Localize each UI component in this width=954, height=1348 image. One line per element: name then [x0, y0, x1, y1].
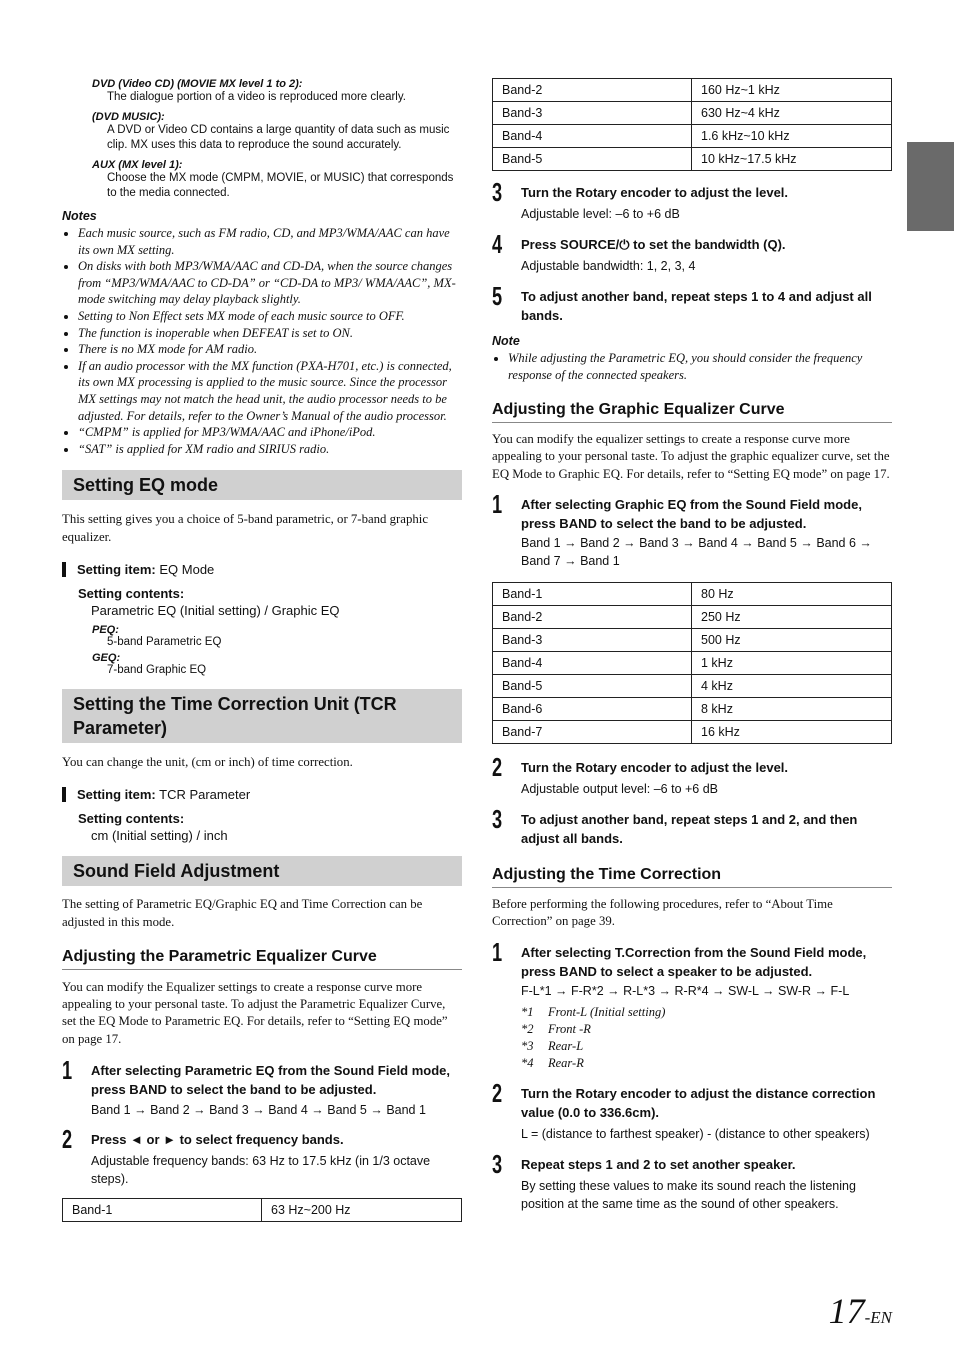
mx-item: [62, 159, 462, 201]
footnote-list: [521, 1004, 892, 1072]
step-3: [492, 1148, 892, 1213]
note-item: • The function is inoperable when DEFEAT is set to ON.: [78, 325, 462, 342]
step-heading: Turn the Rotary encoder to adjust the distance correction value (0.0 to 336.6cm).: [521, 1085, 876, 1120]
mx-item: [62, 111, 462, 153]
band-name-cell: Band-5: [493, 148, 692, 171]
step-2: [62, 1123, 462, 1188]
step-3: [492, 177, 892, 223]
step-4: [492, 229, 892, 275]
band-freq-cell: 500 Hz: [692, 629, 892, 652]
step-number: 2: [492, 752, 503, 783]
notes-heading: Notes: [62, 209, 97, 223]
footnote-item: [521, 1055, 892, 1072]
mx-item-text: The dialogue portion of a video is reproduced more clearly.: [107, 91, 406, 103]
step-text: Adjustable frequency bands: 63 Hz to 17.5 kHz (in 1/3 octave steps).: [91, 1153, 431, 1186]
geq-value: 7-band Graphic EQ: [107, 663, 207, 676]
eq-mode-intro: This setting gives you a choice of 5-band parametric, or 7-band graphic equalizer.: [62, 512, 429, 544]
step-number: 1: [62, 1054, 73, 1085]
step-text: Adjustable bandwidth: 1, 2, 3, 4: [521, 259, 696, 273]
band-freq-cell: 4 kHz: [692, 675, 892, 698]
section-heading-sound-field: Sound Field Adjustment: [62, 856, 462, 886]
subheading-graphic-eq: Adjusting the Graphic Equalizer Curve: [492, 401, 892, 423]
page-number: [829, 1290, 892, 1332]
step-heading: Press ◄ or ► to select frequency bands.: [91, 1131, 344, 1147]
page-number-suffix: -EN: [864, 1308, 892, 1327]
step-number: 4: [492, 229, 503, 259]
footnote-item: [521, 1038, 892, 1055]
band-freq-cell: 1 kHz: [692, 652, 892, 675]
mx-item-title: AUX (MX level 1):: [92, 159, 183, 171]
geq-label: GEQ:: [92, 651, 121, 664]
step-text: By setting these values to make its sound reach the listening position at the same time as the sound of other speakers.: [521, 1178, 856, 1211]
step-text: Band 1 → Band 2 → Band 3 → Band 4 → Band 5 → Band 1: [91, 1102, 426, 1117]
table-row: [493, 79, 892, 102]
band-range-cell: 1.6 kHz~10 kHz: [692, 125, 892, 148]
band-range-cell: 630 Hz~4 kHz: [692, 102, 892, 125]
table-row: [493, 675, 892, 698]
setting-contents-value: cm (Initial setting) / inch: [91, 828, 228, 844]
band-name-cell: Band-2: [493, 606, 692, 629]
step-number: 1: [492, 489, 503, 520]
step-number: 3: [492, 1148, 503, 1179]
setting-item-value: EQ Mode: [159, 561, 215, 577]
step-number: 2: [492, 1077, 503, 1108]
table-row: [493, 102, 892, 125]
footnote-text: Front-L (Initial setting): [548, 1004, 666, 1019]
note-item: • On disks with both MP3/WMA/AAC and CD-DA, when the source changes from “MP3/WMA/AAC to CD-DA” or “CD-DA to MP3/ WMA/AAC”, MX-mode switching may delay playback slightly.: [78, 258, 462, 308]
step-number: 3: [492, 804, 503, 835]
band-name-cell: Band-6: [493, 698, 692, 721]
band-name-cell: Band-4: [493, 125, 692, 148]
note-heading: Note: [492, 334, 520, 348]
mx-item: [62, 78, 462, 105]
band-name-cell: Band-3: [493, 629, 692, 652]
footnote-item: [521, 1021, 892, 1038]
step-heading: After selecting Graphic EQ from the Sound Field mode, press BAND to select the band to be adjusted.: [521, 497, 862, 532]
footnote-text: Rear-R: [548, 1055, 584, 1070]
section-heading-eq-mode: Setting EQ mode: [62, 470, 462, 500]
band-freq-cell: 8 kHz: [692, 698, 892, 721]
band-freq-cell: 80 Hz: [692, 583, 892, 606]
note-item: • Each music source, such as FM radio, CD, and MP3/WMA/AAC can have its own MX setting.: [78, 225, 462, 258]
note-item: • If an audio processor with the MX function (PXA-H701, etc.) is connected, its own MX processing is applied to the music source. Since the processor MX settings may not match the head unit, the audio processor needs to be adjusted. For details, refer to the Owner’s Manual of the audio processor.: [78, 358, 462, 424]
sound-field-intro: The setting of Parametric EQ/Graphic EQ and Time Correction can be adjusted in this mode.: [62, 897, 423, 929]
table-row: [493, 629, 892, 652]
graphic-band-table: [492, 582, 892, 744]
table-row: [493, 583, 892, 606]
setting-item-eq-mode: [62, 562, 462, 577]
table-row: [493, 698, 892, 721]
band-name-cell: Band-1: [493, 583, 692, 606]
step-heading: Repeat steps 1 and 2 to set another speaker.: [521, 1156, 796, 1172]
mx-item-text: A DVD or Video CD contains a large quantity of data such as music clip. MX uses this data to reproduce the sound accurately.: [107, 124, 450, 151]
step-heading: After selecting T.Correction from the Sound Field mode, press BAND to select a speaker to be adjusted.: [521, 944, 867, 979]
step-text: Adjustable output level: –6 to +6 dB: [521, 782, 719, 797]
setting-item-label: Setting item:: [77, 561, 156, 577]
footnote-text: Front -R: [548, 1021, 591, 1036]
step-1: [492, 489, 892, 570]
step-number: 2: [62, 1123, 73, 1154]
mx-item-title: DVD (Video CD) (MOVIE MX level 1 to 2):: [92, 78, 303, 90]
table-row: [493, 606, 892, 629]
section-heading-tcr: Setting the Time Correction Unit (TCR Parameter): [62, 689, 462, 743]
band-name-cell: Band-4: [493, 652, 692, 675]
setting-contents-label: Setting contents:: [78, 585, 185, 601]
peq-label: PEQ:: [92, 623, 119, 636]
step-3: [492, 804, 892, 848]
setting-item-label: Setting item:: [77, 787, 156, 803]
step-heading: After selecting Parametric EQ from the Sound Field mode, press BAND to select the band to be adjusted.: [91, 1062, 451, 1097]
step-number: 3: [492, 177, 503, 207]
note-item: • While adjusting the Parametric EQ, you should consider the frequency response of the connected speakers.: [508, 350, 892, 383]
parametric-band-table: [62, 1198, 462, 1222]
step-heading: Press SOURCE/⏻ to set the bandwidth (Q).: [521, 237, 786, 252]
note-item: • “CMPM” is applied for MP3/WMA/AAC and iPhone/iPod.: [78, 424, 462, 441]
subheading-parametric-eq: Adjusting the Parametric Equalizer Curve: [62, 948, 462, 970]
setting-item-value: TCR Parameter: [159, 787, 251, 803]
table-row: [493, 652, 892, 675]
note-item: • There is no MX mode for AM radio.: [78, 341, 462, 358]
mx-item-text: Choose the MX mode (CMPM, MOVIE, or MUSIC) that corresponds to the media connected.: [107, 172, 454, 199]
speaker-sequence: F-L*1 → F-R*2 → R-L*3 → R-R*4 → SW-L → SW-R → F-L: [521, 983, 850, 998]
peq-value: 5-band Parametric EQ: [107, 635, 222, 648]
band-name-cell: Band-5: [493, 675, 692, 698]
band-name-cell: Band-3: [493, 102, 692, 125]
band-freq-cell: 16 kHz: [692, 721, 892, 744]
footnote-key: *3: [521, 1038, 534, 1053]
step-1: [62, 1054, 462, 1119]
note-item: • “SAT” is applied for XM radio and SIRIUS radio.: [78, 441, 462, 458]
graphic-eq-intro: You can modify the equalizer settings to create a response curve more appealing to your personal taste. To adjust the graphic equalizer curve, set the EQ Mode to Graphic EQ. For details, refer to “Setting EQ mode” on page 17.: [492, 432, 890, 481]
step-number: 5: [492, 281, 503, 311]
page-number-value: 17: [828, 1291, 865, 1331]
band-name-cell: Band-2: [493, 79, 692, 102]
left-column: [62, 74, 462, 1222]
step-2: [492, 1077, 892, 1143]
table-row: [63, 1198, 462, 1221]
subheading-time-correction: Adjusting the Time Correction: [492, 866, 892, 888]
step-5: [492, 281, 892, 325]
table-row: [493, 721, 892, 744]
footnote-key: *2: [521, 1021, 534, 1036]
mx-item-title: (DVD MUSIC):: [92, 111, 165, 123]
band-range-cell: 63 Hz~200 Hz: [262, 1198, 462, 1221]
footnote-key: *1: [521, 1004, 534, 1019]
step-2: [492, 752, 892, 798]
notes-list: [62, 225, 462, 457]
step-heading: To adjust another band, repeat steps 1 and 2, and then adjust all bands.: [521, 812, 858, 847]
band-range-cell: 10 kHz~17.5 kHz: [692, 148, 892, 171]
band-range-cell: 160 Hz~1 kHz: [692, 79, 892, 102]
step-heading: Turn the Rotary encoder to adjust the level.: [521, 760, 789, 776]
step-1: [492, 936, 892, 1072]
note-item: • Setting to Non Effect sets MX mode of each music source to OFF.: [78, 308, 462, 325]
step-number: 1: [492, 936, 503, 967]
tcr-intro: You can change the unit, (cm or inch) of time correction.: [62, 754, 353, 769]
footnote-item: [521, 1004, 892, 1021]
footnote-text: Rear-L: [548, 1038, 584, 1053]
step-text: Adjustable level: –6 to +6 dB: [521, 207, 680, 221]
table-row: [493, 125, 892, 148]
footnote-key: *4: [521, 1055, 534, 1070]
right-column: [492, 78, 892, 1213]
note-list: [492, 350, 892, 383]
step-text: Band 1 → Band 2 → Band 3 → Band 4 → Band 5 → Band 6 → Band 7 → Band 1: [521, 536, 872, 569]
parametric-band-table-continued: [492, 78, 892, 171]
step-heading: Turn the Rotary encoder to adjust the level.: [521, 185, 789, 200]
step-heading: To adjust another band, repeat steps 1 to 4 and adjust all bands.: [521, 289, 872, 323]
band-name-cell: Band-7: [493, 721, 692, 744]
table-row: [493, 148, 892, 171]
step-text: L = (distance to farthest speaker) - (distance to other speakers): [521, 1126, 870, 1141]
setting-item-tcr: [62, 787, 462, 802]
setting-contents-value: Parametric EQ (Initial setting) / Graphic EQ: [91, 602, 340, 618]
section-tab-marker: [907, 142, 954, 231]
band-freq-cell: 250 Hz: [692, 606, 892, 629]
parametric-eq-intro: You can modify the Equalizer settings to create a response curve more appealing to your personal taste. To adjust the Parametric Equalizer Curve, set the EQ Mode to Parametric EQ. For details, refer to “Setting EQ mode” on page 17.: [62, 979, 448, 1046]
band-name-cell: Band-1: [63, 1198, 262, 1221]
setting-contents-label: Setting contents:: [78, 811, 185, 827]
time-correction-intro: Before performing the following procedures, refer to “About Time Correction” on page 39.: [492, 897, 833, 929]
